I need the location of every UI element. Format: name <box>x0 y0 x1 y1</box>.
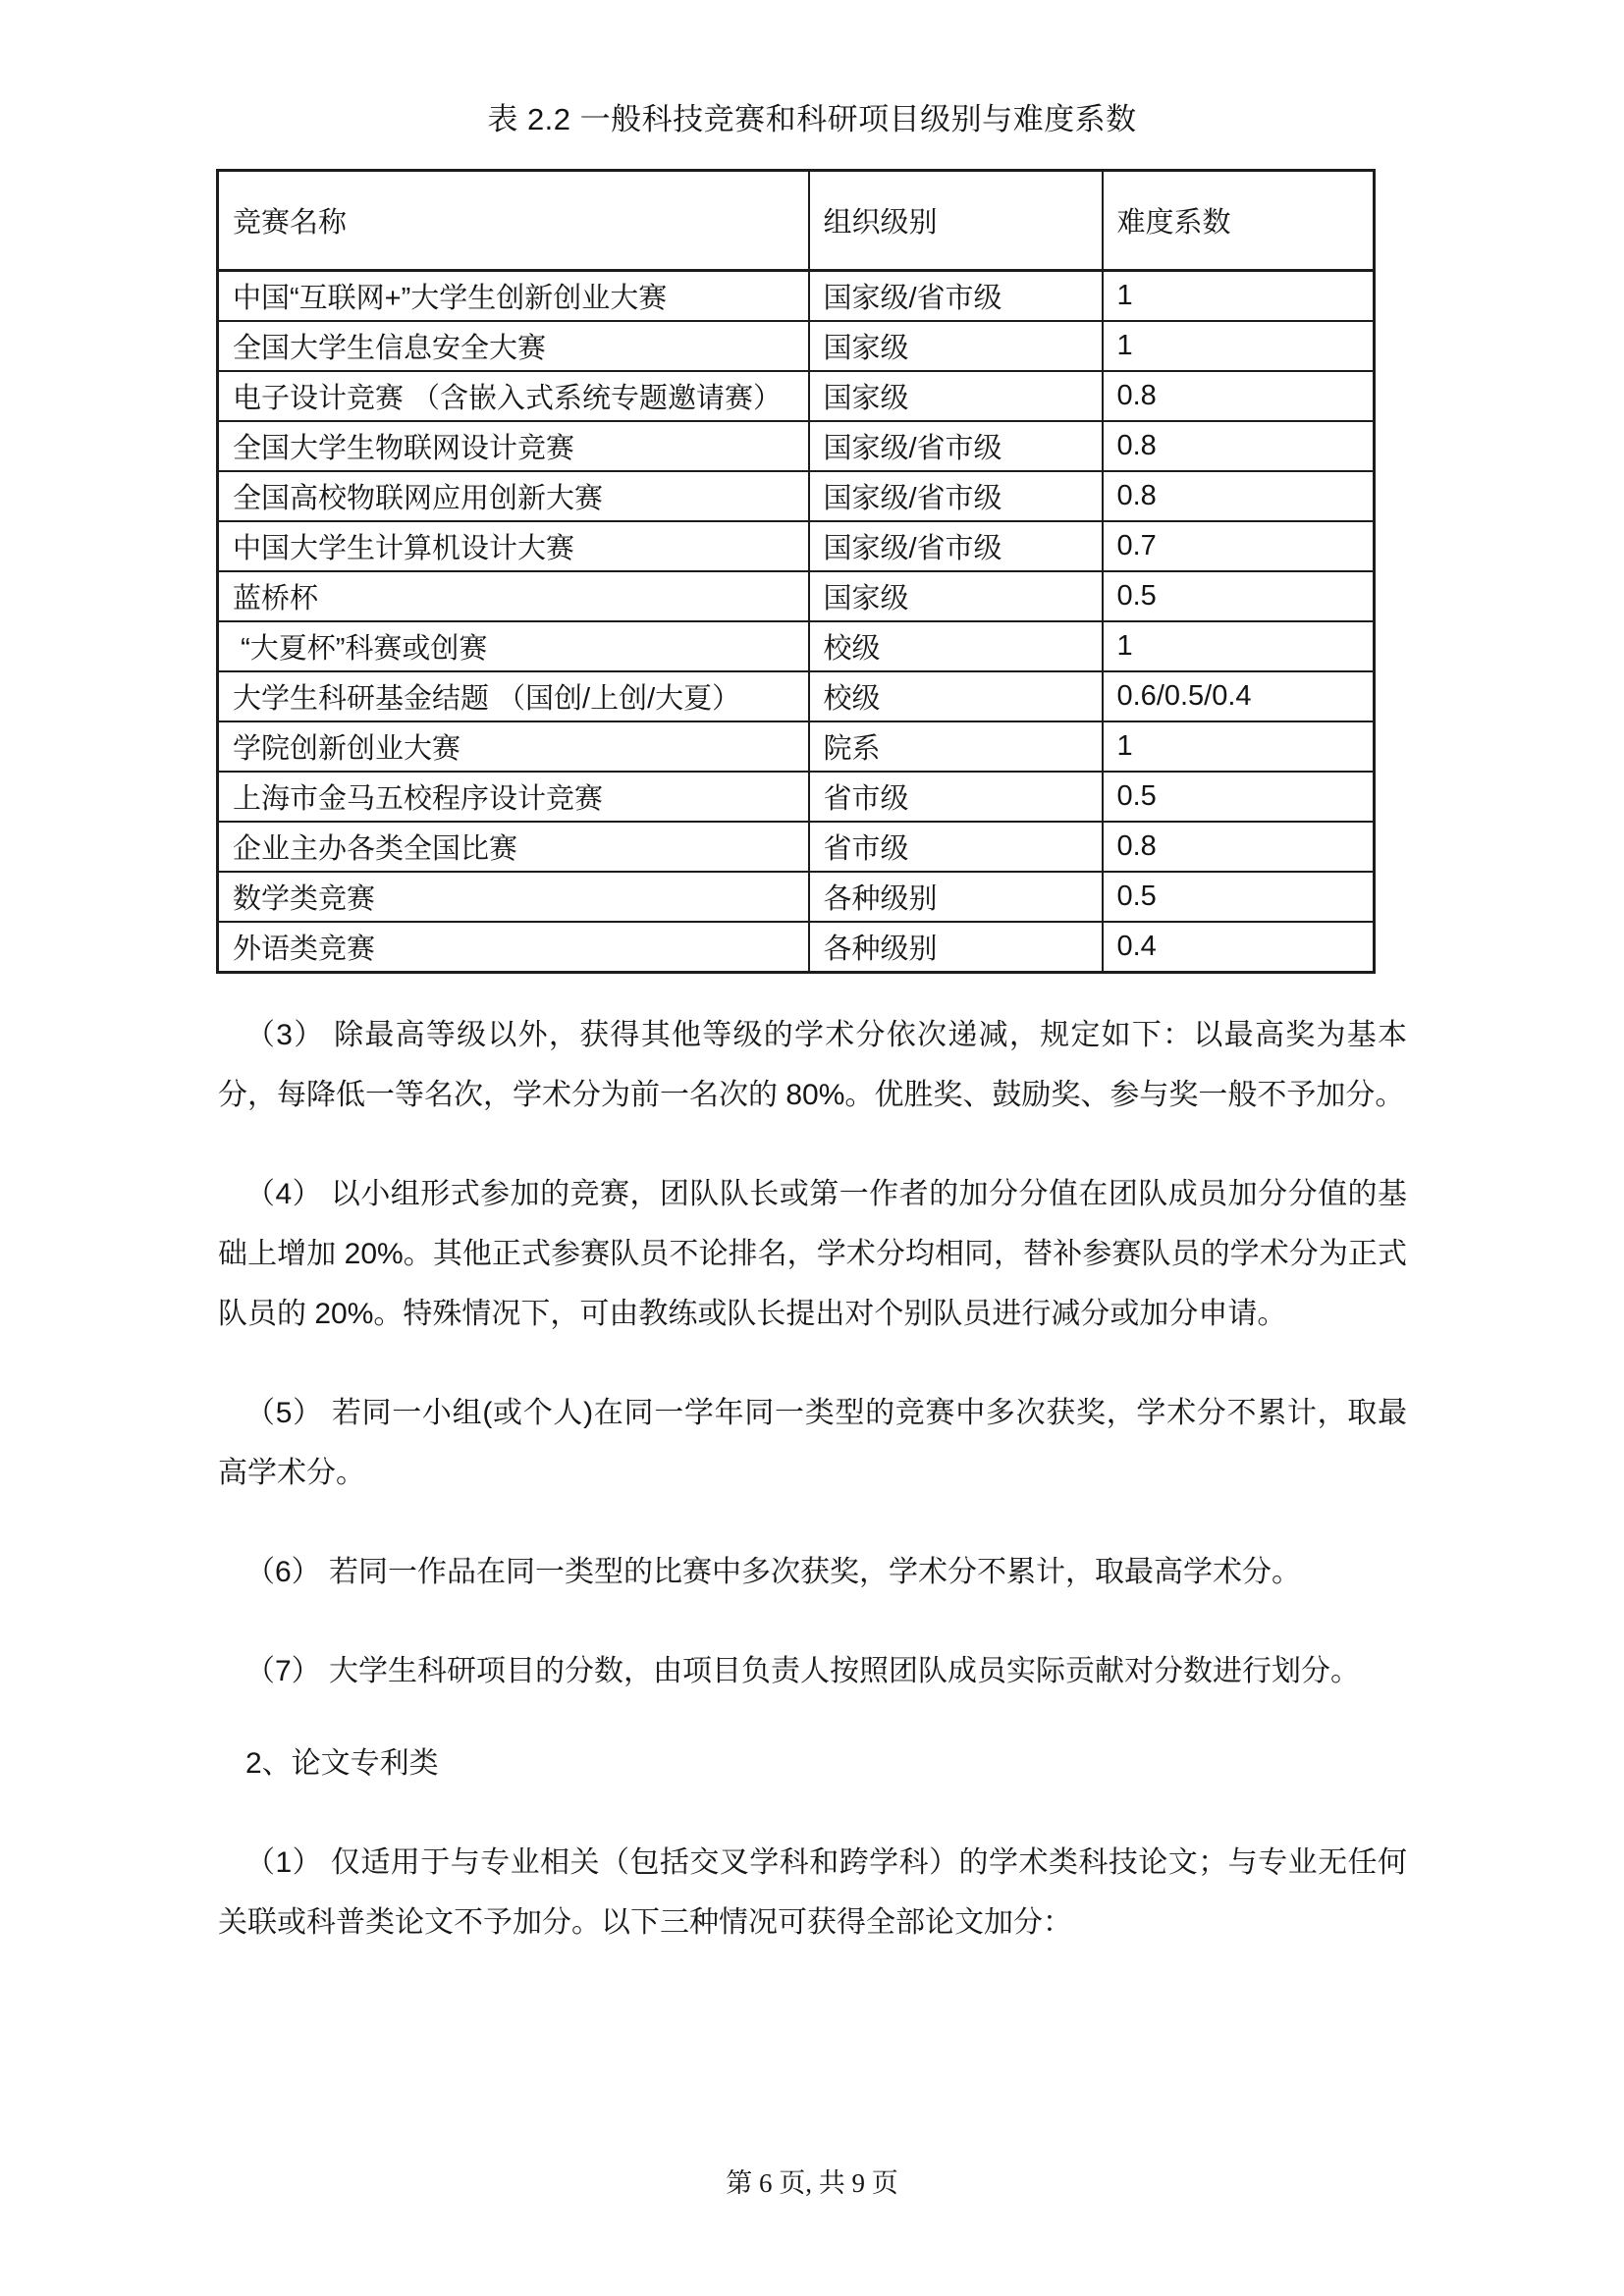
paragraph: （5） 若同一小组(或个人)在同一学年同一类型的竞赛中多次获奖，学术分不累计，取最高学术分。 <box>218 1397 1407 1489</box>
competition-name-cell: 学院创新创业大赛 <box>218 721 809 772</box>
organization-level-cell: 国家级 <box>809 321 1103 371</box>
difficulty-coefficient-cell: 0.8 <box>1103 421 1375 471</box>
competition-name-cell: 中国“互联网+”大学生创新创业大赛 <box>218 271 809 322</box>
difficulty-coefficient-cell: 0.6/0.5/0.4 <box>1103 671 1375 721</box>
numbered-paragraphs <box>218 1005 1407 1701</box>
difficulty-coefficient-cell: 0.5 <box>1103 772 1375 822</box>
organization-level-cell: 国家级/省市级 <box>809 421 1103 471</box>
paragraph: （6） 若同一作品在同一类型的比赛中多次获奖，学术分不累计，取最高学术分。 <box>245 1556 1302 1588</box>
table-row <box>218 772 1375 822</box>
organization-level-cell: 省市级 <box>809 822 1103 872</box>
paragraph-2-1: （1） 仅适用于与专业相关（包括交叉学科和跨学科）的学术类科技论文；与专业无任何关联或科普类论文不予加分。以下三种情况可获得全部论文加分： <box>218 1846 1407 1939</box>
table-row <box>218 922 1375 973</box>
difficulty-coefficient-cell: 0.5 <box>1103 872 1375 922</box>
body-text <box>218 1005 1407 1952</box>
competition-table <box>216 169 1376 974</box>
table-row <box>218 471 1375 521</box>
table-row <box>218 671 1375 721</box>
section-heading: 2、论文专利类 <box>245 1747 439 1780</box>
table-row <box>218 721 1375 772</box>
difficulty-coefficient-cell: 0.5 <box>1103 571 1375 621</box>
paragraph: （3） 除最高等级以外，获得其他等级的学术分依次递减，规定如下：以最高奖为基本分，每降低一等名次，学术分为前一名次的 80%。优胜奖、鼓励奖、参与奖一般不予加分。 <box>218 1019 1407 1111</box>
competition-name-cell: “大夏杯”科赛或创赛 <box>218 621 809 671</box>
difficulty-coefficient-cell: 0.7 <box>1103 521 1375 571</box>
column-header-organization-level: 组织级别 <box>809 171 1103 271</box>
organization-level-cell: 校级 <box>809 671 1103 721</box>
table-row <box>218 271 1375 322</box>
table-row <box>218 521 1375 571</box>
competition-name-cell: 电子设计竞赛 （含嵌入式系统专题邀请赛） <box>218 371 809 421</box>
organization-level-cell: 各种级别 <box>809 922 1103 973</box>
table-body <box>218 271 1375 973</box>
difficulty-coefficient-cell: 0.4 <box>1103 922 1375 973</box>
organization-level-cell: 国家级/省市级 <box>809 471 1103 521</box>
table-row <box>218 421 1375 471</box>
difficulty-coefficient-cell: 1 <box>1103 621 1375 671</box>
competition-name-cell: 外语类竞赛 <box>218 922 809 973</box>
competition-name-cell: 全国高校物联网应用创新大赛 <box>218 471 809 521</box>
difficulty-coefficient-cell: 1 <box>1103 721 1375 772</box>
organization-level-cell: 校级 <box>809 621 1103 671</box>
table-row <box>218 571 1375 621</box>
table-row <box>218 371 1375 421</box>
difficulty-coefficient-cell: 1 <box>1103 321 1375 371</box>
competition-name-cell: 企业主办各类全国比赛 <box>218 822 809 872</box>
organization-level-cell: 省市级 <box>809 772 1103 822</box>
organization-level-cell: 各种级别 <box>809 872 1103 922</box>
table-row <box>218 872 1375 922</box>
column-header-competition-name: 竞赛名称 <box>218 171 809 271</box>
table-row <box>218 822 1375 872</box>
competition-name-cell: 大学生科研基金结题 （国创/上创/大夏） <box>218 671 809 721</box>
organization-level-cell: 国家级 <box>809 371 1103 421</box>
organization-level-cell: 国家级/省市级 <box>809 521 1103 571</box>
competition-name-cell: 全国大学生信息安全大赛 <box>218 321 809 371</box>
organization-level-cell: 国家级 <box>809 571 1103 621</box>
difficulty-coefficient-cell: 0.8 <box>1103 371 1375 421</box>
difficulty-coefficient-cell: 0.8 <box>1103 471 1375 521</box>
column-header-difficulty-coefficient: 难度系数 <box>1103 171 1375 271</box>
organization-level-cell: 国家级/省市级 <box>809 271 1103 322</box>
organization-level-cell: 院系 <box>809 721 1103 772</box>
competition-name-cell: 数学类竞赛 <box>218 872 809 922</box>
table-row <box>218 621 1375 671</box>
difficulty-coefficient-cell: 0.8 <box>1103 822 1375 872</box>
table-header-row <box>218 171 1375 271</box>
competition-name-cell: 全国大学生物联网设计竞赛 <box>218 421 809 471</box>
competition-name-cell: 上海市金马五校程序设计竞赛 <box>218 772 809 822</box>
table-row <box>218 321 1375 371</box>
competition-name-cell: 蓝桥杯 <box>218 571 809 621</box>
difficulty-coefficient-cell: 1 <box>1103 271 1375 322</box>
page-footer: 第 6 页, 共 9 页 <box>726 2168 898 2198</box>
paragraph: （4） 以小组形式参加的竞赛，团队队长或第一作者的加分分值在团队成员加分分值的基础上增加 20%。其他正式参赛队员不论排名，学术分均相同，替补参赛队员的学术分为正式队员的 20%。特殊情况下，可由教练或队长提出对个别队员进行减分或加分申请。 <box>218 1178 1407 1330</box>
table-caption: 表 2.2 一般科技竞赛和科研项目级别与难度系数 <box>487 102 1137 136</box>
paragraph: （7） 大学生科研项目的分数，由项目负责人按照团队成员实际贡献对分数进行划分。 <box>245 1655 1361 1687</box>
competition-name-cell: 中国大学生计算机设计大赛 <box>218 521 809 571</box>
